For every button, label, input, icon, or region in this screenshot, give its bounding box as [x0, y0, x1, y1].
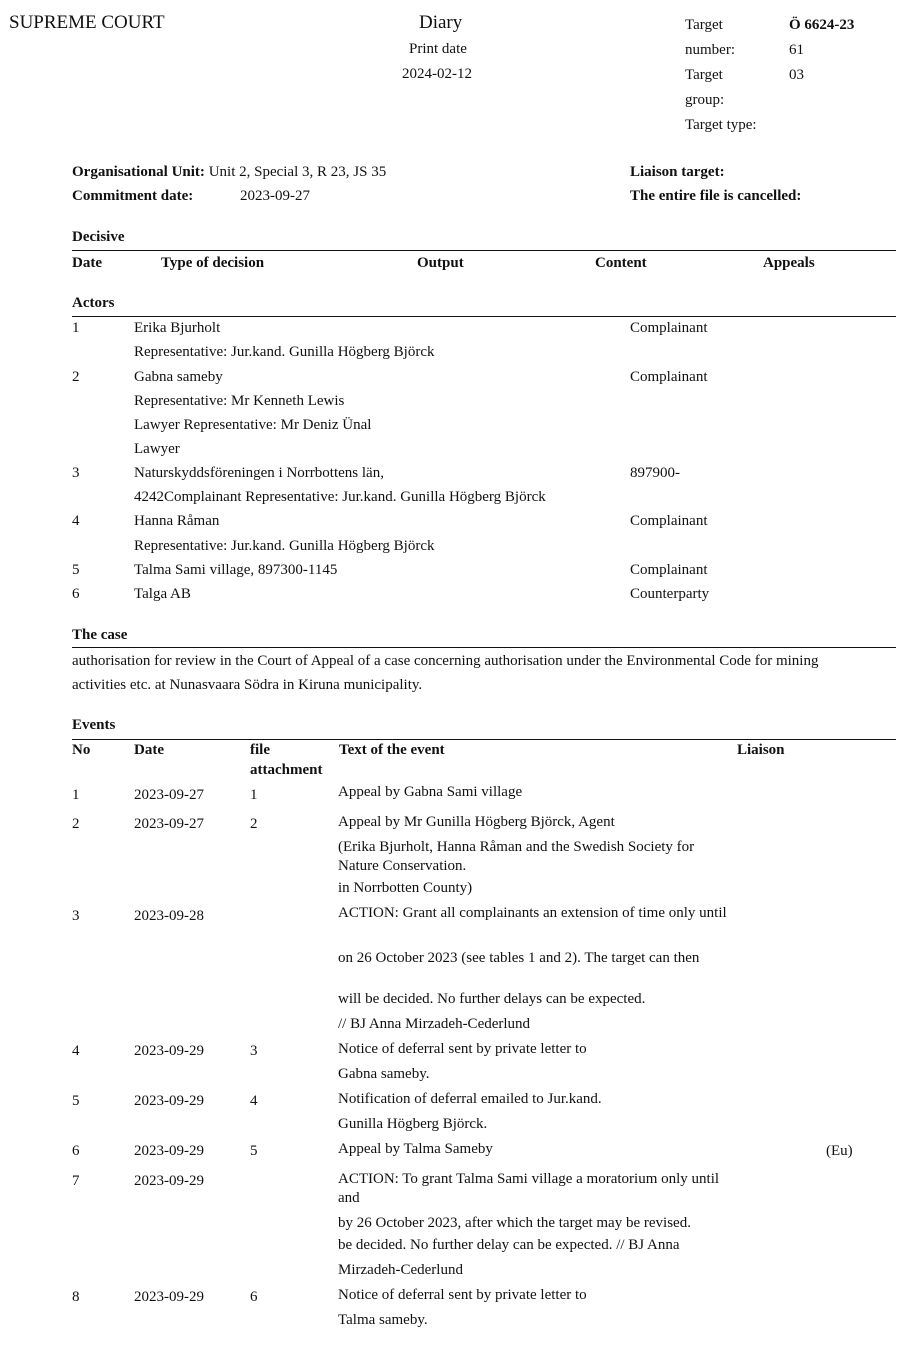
target-info-row	[685, 14, 905, 39]
event-no: 6	[72, 1143, 80, 1159]
decisive-header-content: Content	[595, 255, 647, 271]
target-info-label: number:	[685, 42, 735, 58]
actor-name: Gabna sameby	[134, 369, 223, 385]
actor-no: 1	[72, 320, 80, 336]
target-info-value: 61	[789, 42, 804, 58]
divider	[72, 250, 896, 251]
event-no: 1	[72, 787, 80, 803]
event-liaison: (Eu)	[826, 1143, 853, 1159]
commitment-date-label: Commitment date:	[72, 188, 194, 204]
event-file: 6	[250, 1289, 258, 1305]
event-text: Gunilla Högberg Björck.	[338, 1116, 488, 1132]
actor-detail: Representative: Jur.kand. Gunilla Högberg Björck	[134, 344, 435, 360]
event-text: // BJ Anna Mirzadeh-Cederlund	[338, 1016, 531, 1032]
actor-no: 5	[72, 562, 80, 578]
event-date: 2023-09-27	[134, 816, 204, 832]
divider	[72, 739, 896, 740]
event-text: Appeal by Mr Gunilla Högberg Björck, Agent	[338, 814, 615, 830]
event-date: 2023-09-29	[134, 1289, 204, 1305]
target-info-value	[789, 114, 899, 139]
document-title: Diary	[419, 12, 463, 33]
event-file: 1	[250, 787, 258, 803]
event-file: 3	[250, 1043, 258, 1059]
target-number-value: Ö 6624-23	[789, 17, 855, 33]
target-info-row	[685, 39, 905, 64]
actor-name: Talga AB	[134, 586, 191, 602]
org-unit	[72, 164, 386, 181]
event-date: 2023-09-27	[134, 787, 204, 803]
events-title: Events	[72, 717, 116, 733]
actor-role: Complainant	[630, 369, 708, 385]
actor-no: 4	[72, 513, 80, 529]
org-unit-label: Organisational Unit:	[72, 164, 205, 180]
actor-no: 2	[72, 369, 80, 385]
decisive-title: Decisive	[72, 229, 125, 245]
actor-name: Hanna Råman	[134, 513, 220, 529]
actors-title: Actors	[72, 295, 115, 311]
org-unit-value: Unit 2, Special 3, R 23, JS 35	[208, 164, 387, 180]
event-text: be decided. No further delay can be expected. // BJ Anna	[338, 1237, 680, 1253]
event-text: Talma sameby.	[338, 1312, 428, 1328]
print-date-label: Print date	[409, 41, 467, 57]
events-header-file: file	[250, 742, 270, 758]
divider	[72, 647, 896, 648]
events-header-attachment: attachment	[250, 762, 323, 778]
divider	[72, 316, 896, 317]
case-title: The case	[72, 627, 128, 643]
actor-detail: Lawyer	[134, 441, 180, 457]
target-info-row	[685, 89, 905, 114]
event-no: 7	[72, 1173, 80, 1189]
target-info-label: Target	[685, 17, 723, 33]
actor-name: Talma Sami village, 897300-1145	[134, 562, 338, 578]
decisive-header-output: Output	[417, 255, 464, 271]
actor-role: Complainant	[630, 562, 708, 578]
event-file: 2	[250, 816, 258, 832]
actor-role: Complainant	[630, 513, 708, 529]
event-file: 5	[250, 1143, 258, 1159]
events-header-date: Date	[134, 742, 164, 758]
event-text: Notification of deferral emailed to Jur.kand.	[338, 1091, 602, 1107]
event-text: Appeal by Gabna Sami village	[338, 784, 523, 800]
target-info-row	[685, 114, 905, 139]
event-no: 2	[72, 816, 80, 832]
event-text: in Norrbotten County)	[338, 880, 473, 896]
target-info-label: Target	[685, 67, 723, 83]
print-date-value: 2024-02-12	[402, 66, 472, 82]
event-date: 2023-09-29	[134, 1043, 204, 1059]
actor-detail: 4242Complainant Representative: Jur.kand. Gunilla Högberg Björck	[134, 489, 546, 505]
actor-no: 3	[72, 465, 80, 481]
event-text: Mirzadeh-Cederlund	[338, 1262, 463, 1278]
event-date: 2023-09-29	[134, 1093, 204, 1109]
event-text: ACTION: Grant all complainants an extension of time only until	[338, 905, 727, 921]
actor-no: 6	[72, 586, 80, 602]
target-info-label: Target type:	[685, 117, 757, 133]
event-text: Appeal by Talma Sameby	[338, 1141, 493, 1157]
event-date: 2023-09-29	[134, 1173, 204, 1189]
actor-name: Naturskyddsföreningen i Norrbottens län,	[134, 465, 384, 481]
event-text: will be decided. No further delays can be expected.	[338, 991, 646, 1007]
target-info-value: 03	[789, 67, 804, 83]
events-header-text: Text of the event	[339, 742, 445, 758]
commitment-date-value: 2023-09-27	[240, 188, 310, 204]
court-name: SUPREME COURT	[9, 12, 165, 33]
events-header-liaison: Liaison	[737, 742, 785, 758]
actor-role: Complainant	[630, 320, 708, 336]
decisive-header-type: Type of decision	[161, 255, 265, 271]
actor-role: 897900-	[630, 465, 680, 481]
event-text: on 26 October 2023 (see tables 1 and 2). The target can then	[338, 950, 700, 966]
actor-detail: Representative: Jur.kand. Gunilla Högberg Björck	[134, 538, 435, 554]
actor-detail: Representative: Mr Kenneth Lewis	[134, 393, 345, 409]
event-date: 2023-09-29	[134, 1143, 204, 1159]
events-header-no: No	[72, 742, 91, 758]
case-description: authorisation for review in the Court of Appeal of a case concerning authorisation under the Environmental Code for mining activities etc. at Nunasvaara Södra in Kiruna municipality.	[72, 653, 819, 693]
event-no: 4	[72, 1043, 80, 1059]
actor-detail: Lawyer Representative: Mr Deniz Ünal	[134, 417, 372, 433]
target-info-row	[685, 64, 905, 89]
actor-role: Counterparty	[630, 586, 710, 602]
event-no: 5	[72, 1093, 80, 1109]
decisive-header-appeals: Appeals	[763, 255, 815, 271]
event-text: by 26 October 2023, after which the target may be revised.	[338, 1215, 691, 1231]
event-date: 2023-09-28	[134, 908, 204, 924]
event-text: Notice of deferral sent by private letter to	[338, 1041, 587, 1057]
target-info	[685, 14, 905, 139]
event-text: (Erika Bjurholt, Hanna Råman and the Swedish Society for Nature Conservation.	[338, 839, 695, 874]
actor-name: Erika Bjurholt	[134, 320, 221, 336]
event-text: ACTION: To grant Talma Sami village a moratorium only until and	[338, 1171, 720, 1206]
target-info-label: group:	[685, 92, 725, 108]
event-no: 3	[72, 908, 80, 924]
decisive-header-date: Date	[72, 255, 102, 271]
event-no: 8	[72, 1289, 80, 1305]
target-info-value	[789, 89, 899, 114]
liaison-target-label: Liaison target:	[630, 164, 725, 180]
event-text: Notice of deferral sent by private letter to	[338, 1287, 587, 1303]
cancelled-label: The entire file is cancelled:	[630, 188, 802, 204]
event-text: Gabna sameby.	[338, 1066, 430, 1082]
event-file: 4	[250, 1093, 258, 1109]
